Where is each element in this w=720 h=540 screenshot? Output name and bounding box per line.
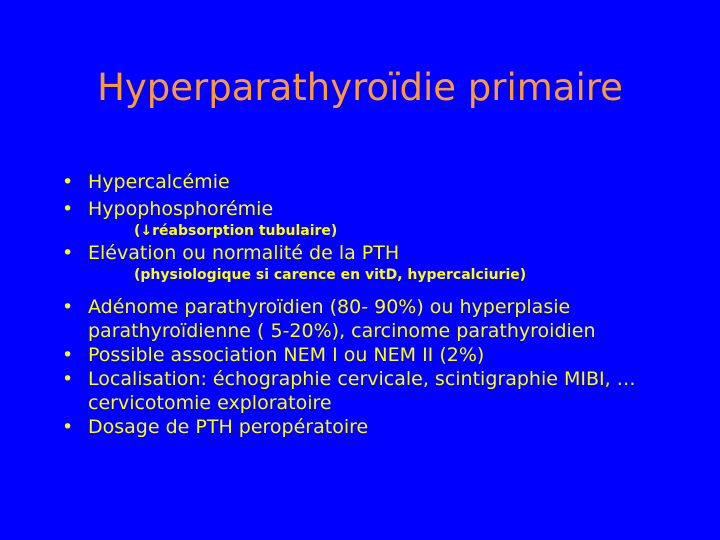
- bullet-text: Possible association NEM I ou NEM II (2%): [88, 344, 485, 366]
- bullet-list: [62, 170, 712, 439]
- bullet-icon: •: [62, 171, 74, 193]
- bullet-item-nem: [62, 343, 712, 367]
- bullet-item-localisation: [62, 367, 712, 415]
- bullet-icon: •: [62, 296, 74, 318]
- bullet-item-dosage: [62, 415, 712, 439]
- bullet-item-pth: [62, 241, 712, 265]
- bullet-text: Dosage de PTH peropératoire: [88, 416, 369, 438]
- bullet-icon: •: [62, 344, 74, 366]
- bullet-item-adenome: [62, 295, 712, 343]
- bullet-icon: •: [62, 368, 74, 390]
- bullet-icon: •: [62, 198, 74, 220]
- bullet-text: Elévation ou normalité de la PTH: [88, 242, 400, 264]
- bullet-note-reabsorption: (↓réabsorption tubulaire): [134, 223, 338, 239]
- slide-title: Hyperparathyroïdie primaire: [97, 66, 623, 109]
- bullet-icon: •: [62, 242, 74, 264]
- bullet-item-hypophosphoremie: [62, 197, 712, 221]
- bullet-icon: •: [62, 416, 74, 438]
- bullet-note-physiologique: (physiologique si carence en vitD, hypercalciurie): [134, 267, 527, 283]
- bullet-item-hypercalcemie: [62, 170, 712, 194]
- bullet-text: Hypophosphorémie: [88, 198, 274, 220]
- bullet-text: Localisation: échographie cervicale, scintigraphie MIBI, …cervicotomie exploratoire: [88, 368, 636, 414]
- bullet-text: Adénome parathyroïdien (80- 90%) ou hyperplasie parathyroïdienne ( 5-20%), carcinome parathyroidien: [88, 296, 596, 342]
- bullet-text: Hypercalcémie: [88, 171, 230, 193]
